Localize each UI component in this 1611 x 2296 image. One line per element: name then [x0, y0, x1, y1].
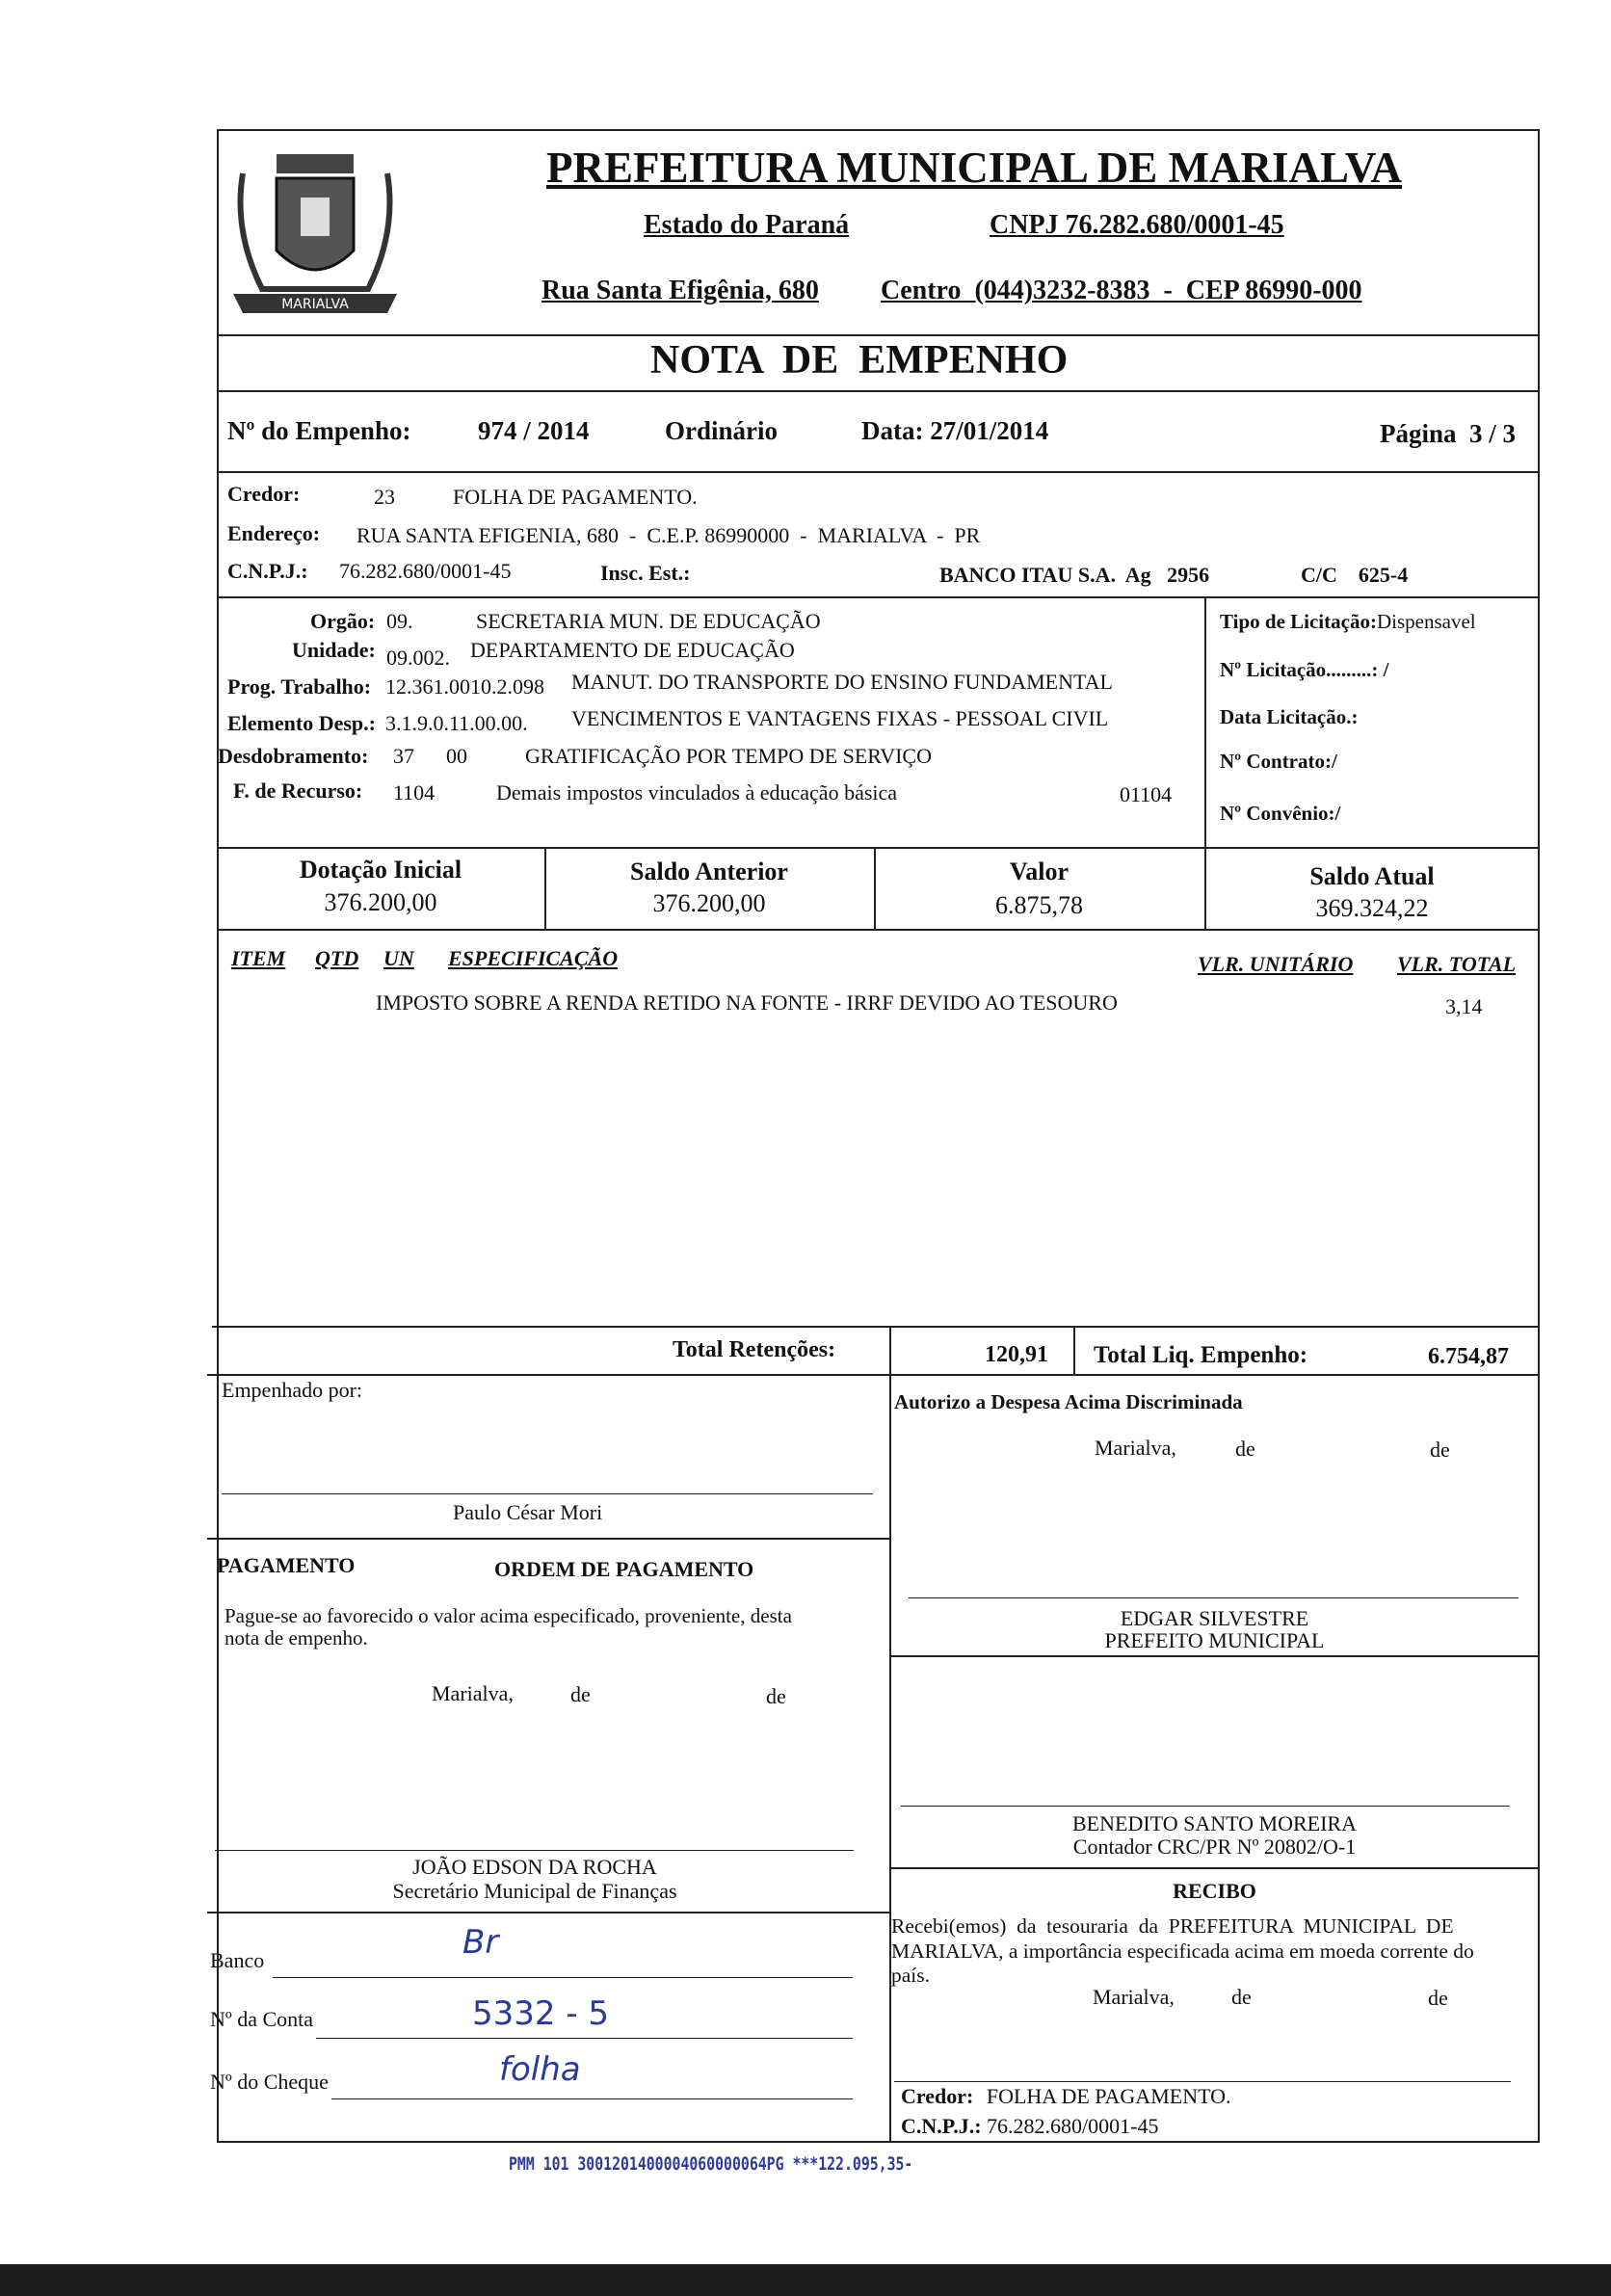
retencoes-value: 120,91 — [985, 1342, 1048, 1367]
contador-name: BENEDITO SANTO MOREIRA — [1072, 1811, 1357, 1835]
ordem-pagamento-title: ORDEM DE PAGAMENTO — [494, 1557, 754, 1581]
recibo-month-de: de — [1428, 1986, 1448, 2010]
autorizo-day-de: de — [1235, 1437, 1255, 1461]
desdobramento-label: Desdobramento: — [218, 744, 369, 768]
tipo-licitacao: Dispensavel — [1376, 610, 1476, 633]
banco-value[interactable]: Br — [462, 1923, 499, 1962]
recibo-cnpj: 76.282.680/0001-45 — [987, 2114, 1159, 2138]
recibo-text-3: país. — [891, 1964, 931, 1987]
header-state: Estado do Paraná — [644, 210, 850, 240]
credor-name: FOLHA DE PAGAMENTO. — [453, 485, 698, 509]
tipo-licitacao-label: Tipo de Licitação: — [1220, 610, 1377, 633]
credor-code: 23 — [374, 485, 395, 509]
empenhado-name: Paulo César Mori — [453, 1500, 603, 1524]
orgao-code: 09. — [386, 609, 413, 633]
autorizo-place: Marialva, — [1095, 1436, 1176, 1460]
saldo-anterior-value: 376.200,00 — [652, 889, 766, 917]
recurso-desc: Demais impostos vinculados à educação básica — [496, 780, 898, 805]
empenhado-label: Empenhado por: — [222, 1378, 363, 1402]
liquido-value: 6.754,87 — [1428, 1344, 1509, 1369]
recibo-text-1: Recebi(emos) da tesouraria da PREFEITURA MUNICIPAL DE — [891, 1914, 1454, 1938]
recurso-code: 1104 — [393, 780, 436, 805]
orgao-label: Orgão: — [310, 609, 376, 633]
orgao-desc: SECRETARIA MUN. DE EDUCAÇÃO — [476, 609, 821, 633]
pagamento-text-2: nota de empenho. — [224, 1626, 368, 1649]
cnpj-label: C.N.P.J.: — [227, 559, 308, 583]
recurso-full-code: 01104 — [1120, 782, 1173, 806]
cheque-value[interactable]: folha — [499, 2050, 581, 2089]
unidade-desc: DEPARTAMENTO DE EDUCAÇÃO — [470, 638, 795, 662]
insc-label: Insc. Est.: — [600, 561, 691, 585]
autorizo-month-de: de — [1430, 1438, 1450, 1462]
cheque-label: Nº do Cheque — [210, 2070, 329, 2094]
item-total: 3,14 — [1445, 994, 1483, 1018]
address-label: Endereço: — [227, 521, 321, 545]
credor-label: Credor: — [227, 482, 301, 506]
prog-code: 12.361.0010.2.098 — [385, 674, 544, 699]
pagamento-month-de: de — [766, 1684, 786, 1708]
pagamento-day-de: de — [570, 1682, 591, 1706]
financas-name: JOÃO EDSON DA ROCHA — [412, 1855, 657, 1879]
conta-label: Nº da Conta — [210, 2007, 314, 2031]
recurso-label: F. de Recurso: — [233, 779, 363, 803]
pagamento-place: Marialva, — [432, 1681, 514, 1705]
recibo-credor: FOLHA DE PAGAMENTO. — [986, 2084, 1231, 2108]
desdobramento-desc: GRATIFICAÇÃO POR TEMPO DE SERVIÇO — [525, 744, 932, 768]
col-item: ITEM — [231, 946, 286, 970]
header-address: Rua Santa Efigênia, 680 — [541, 276, 819, 305]
header-title: PREFEITURA MUNICIPAL DE MARIALVA — [546, 144, 1403, 192]
valor-label: Valor — [1009, 858, 1070, 885]
empenho-type: Ordinário — [665, 416, 779, 445]
col-un: UN — [383, 946, 414, 970]
banco-label: Banco — [210, 1948, 265, 1972]
credor-address: RUA SANTA EFIGENIA, 680 - C.E.P. 86990000 - MARIALVA - PR — [357, 523, 981, 547]
prog-desc: MANUT. DO TRANSPORTE DO ENSINO FUNDAMENTAL — [571, 670, 1113, 694]
header-district-phone: Centro (044)3232-8383 - CEP 86990-000 — [881, 276, 1362, 305]
conta-value[interactable]: 5332 - 5 — [472, 1994, 610, 2033]
col-vlr-total: VLR. TOTAL — [1397, 952, 1517, 976]
empenho-number: 974 / 2014 — [478, 416, 590, 445]
document-title: NOTA DE EMPENHO — [650, 338, 1069, 383]
dotacao-label: Dotação Inicial — [299, 856, 462, 884]
elemento-label: Elemento Desp.: — [227, 711, 376, 735]
contract-number: Nº Contrato:/ — [1220, 750, 1337, 773]
saldo-anterior-label: Saldo Anterior — [630, 858, 788, 885]
pagamento-text-1: Pague-se ao favorecido o valor acima especificado, proveniente, desta — [224, 1604, 792, 1627]
licitacao-number: Nº Licitação.........: / — [1220, 658, 1389, 681]
recibo-place: Marialva, — [1093, 1985, 1175, 2009]
col-especificacao: ESPECIFICAÇÃO — [448, 946, 619, 970]
recibo-title: RECIBO — [1173, 1879, 1256, 1903]
saldo-atual-label: Saldo Atual — [1309, 862, 1435, 890]
header-cnpj: CNPJ 76.282.680/0001-45 — [990, 210, 1284, 240]
financas-role: Secretário Municipal de Finanças — [392, 1879, 677, 1903]
municipal-crest-icon — [224, 135, 407, 328]
unidade-code: 09.002. — [386, 646, 450, 670]
col-qtd: QTD — [315, 946, 359, 970]
contador-role: Contador CRC/PR Nº 20802/O-1 — [1072, 1834, 1357, 1859]
recibo-text-2: MARIALVA, a importância especificada acima em moeda corrente do — [891, 1940, 1474, 1963]
bank-account: C/C 625-4 — [1301, 563, 1409, 587]
prog-label: Prog. Trabalho: — [227, 674, 372, 699]
saldo-atual-value: 369.324,22 — [1315, 894, 1429, 922]
page-number: Página 3 / 3 — [1380, 419, 1517, 448]
desdobramento-code: 37 00 — [393, 744, 467, 768]
scan-edge — [0, 2264, 1611, 2296]
col-vlr-unitario: VLR. UNITÁRIO — [1198, 952, 1354, 976]
credor-cnpj: 76.282.680/0001-45 — [339, 559, 512, 583]
pagamento-label: PAGAMENTO — [217, 1553, 356, 1577]
svg-text:MARIALVA: MARIALVA — [281, 297, 349, 312]
recibo-credor-label: Credor: — [901, 2084, 974, 2108]
recibo-cnpj-label: C.N.P.J.: — [901, 2114, 982, 2138]
prefeito-role: PREFEITO MUNICIPAL — [1104, 1628, 1325, 1652]
valor-value: 6.875,78 — [995, 891, 1083, 919]
empenho-label: Nº do Empenho: — [227, 416, 411, 445]
prefeito-name: EDGAR SILVESTRE — [1120, 1606, 1309, 1630]
liquido-label: Total Liq. Empenho: — [1094, 1342, 1308, 1368]
unidade-label: Unidade: — [292, 638, 376, 662]
bank-info: BANCO ITAU S.A. Ag 2956 — [939, 563, 1210, 587]
payment-stamp: PMM 101 3001201400004060000064PG ***122.095,35- — [509, 2153, 913, 2175]
licitacao-date: Data Licitação.: — [1220, 705, 1359, 728]
retencoes-label: Total Retenções: — [673, 1337, 836, 1362]
item-spec: IMPOSTO SOBRE A RENDA RETIDO NA FONTE - IRRF DEVIDO AO TESOURO — [376, 990, 1118, 1015]
empenho-date: Data: 27/01/2014 — [861, 416, 1049, 445]
recibo-day-de: de — [1231, 1985, 1252, 2009]
elemento-code: 3.1.9.0.11.00.00. — [385, 711, 528, 735]
elemento-desc: VENCIMENTOS E VANTAGENS FIXAS - PESSOAL CIVIL — [571, 706, 1109, 730]
dotacao-value: 376.200,00 — [324, 888, 437, 916]
convenio-number: Nº Convênio:/ — [1220, 802, 1341, 825]
autorizo-label: Autorizo a Despesa Acima Discriminada — [894, 1390, 1243, 1413]
